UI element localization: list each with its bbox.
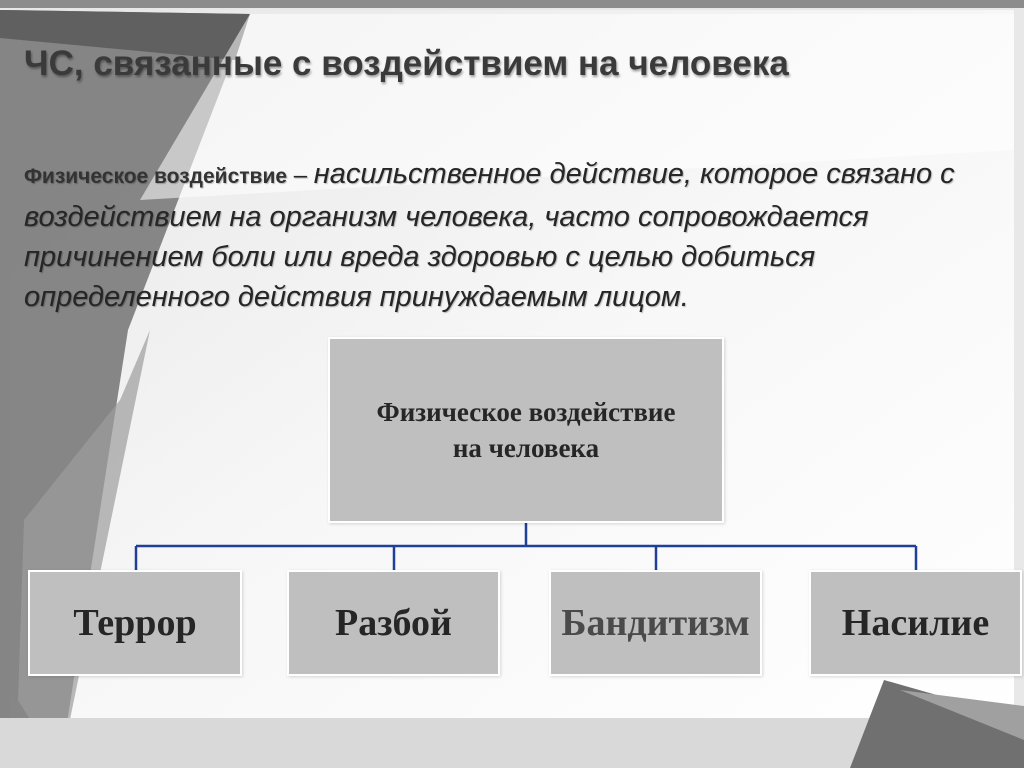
child-label-robbery: Разбой <box>335 602 452 644</box>
root-label-line1: Физическое воздействие <box>376 397 676 427</box>
child-label-violence: Насилие <box>841 602 990 644</box>
diagram-child-violence <box>809 570 1022 676</box>
slide-title: ЧС, связанные с воздействием на человека <box>24 44 789 83</box>
diagram-child-robbery <box>287 570 500 676</box>
definition-dash: – <box>287 162 314 189</box>
child-label-banditry: Бандитизм <box>561 602 750 644</box>
diagram-root-box <box>328 337 724 523</box>
diagram-child-banditry <box>549 570 762 676</box>
definition-body: насильственное действие, которое связано с воздействием на организм человека, часто сопровождается причинением боли или вреда здоровью с целью добиться определенного действия принуждаемым лицом. <box>24 158 955 313</box>
diagram-child-terror <box>28 570 242 676</box>
root-label-line2: на человека <box>452 433 600 463</box>
definition-term: Физическое воздействие <box>24 165 288 188</box>
child-label-terror: Террор <box>73 602 197 644</box>
